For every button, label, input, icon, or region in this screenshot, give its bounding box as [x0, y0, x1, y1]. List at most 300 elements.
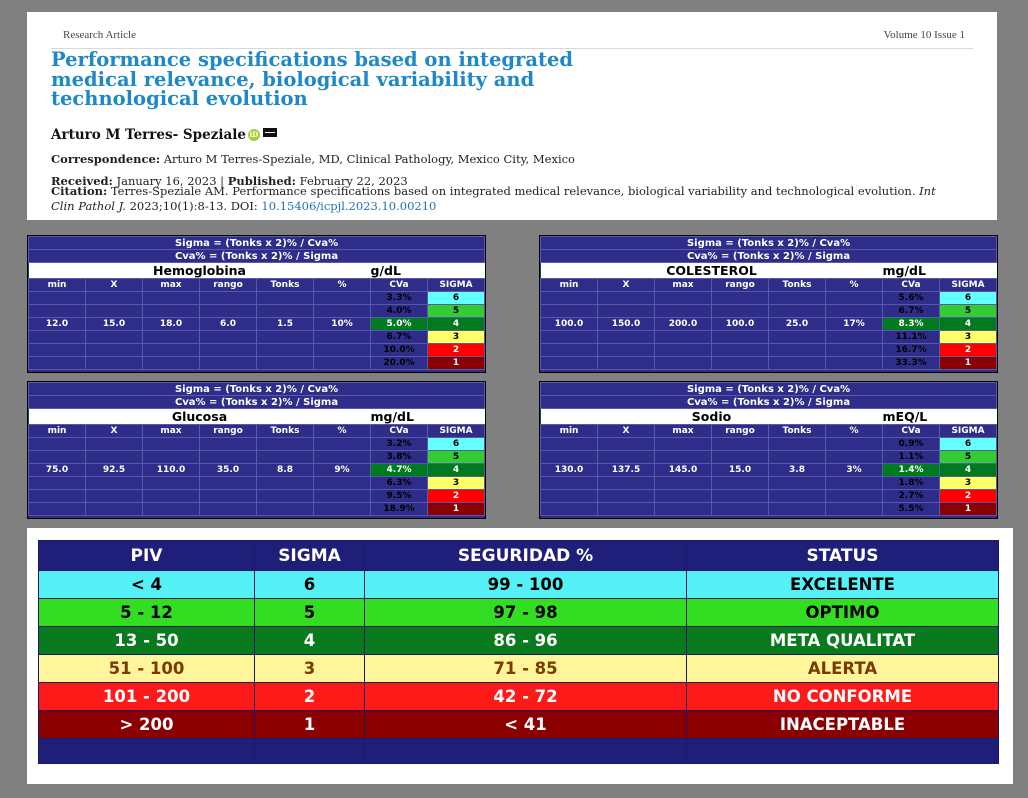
empty-cell	[200, 503, 257, 516]
empty-cell	[598, 477, 655, 490]
analyte-unit: mg/dL	[371, 409, 485, 425]
empty-cell	[598, 331, 655, 344]
empty-cell	[86, 490, 143, 503]
empty-cell	[769, 490, 826, 503]
cva-cell: 2.7%	[883, 490, 940, 503]
citation-text: Terres-Speziale AM. Performance specifications based on integrated medical relevance, biological variability and technological evolution.	[110, 184, 916, 198]
formula-sigma: Sigma = (Tonks x 2)% / Cva%	[29, 237, 485, 250]
data-cell: 17%	[826, 318, 883, 331]
empty-cell	[541, 331, 598, 344]
correspondence-text: Arturo M Terres-Speziale, MD, Clinical Pathology, Mexico City, Mexico	[163, 152, 575, 166]
empty-cell	[826, 438, 883, 451]
data-cell: 100.0	[712, 318, 769, 331]
empty-cell	[257, 344, 314, 357]
cva-cell: 0.9%	[883, 438, 940, 451]
empty-cell	[598, 305, 655, 318]
data-cell: 15.0	[712, 464, 769, 477]
orcid-icon[interactable]: iD	[249, 130, 259, 139]
empty-cell	[655, 451, 712, 464]
empty-cell	[541, 490, 598, 503]
analyte-unit: g/dL	[371, 263, 485, 279]
status-cell: INACEPTABLE	[687, 711, 999, 739]
seguridad-cell: 99 - 100	[365, 571, 687, 599]
empty-cell	[200, 305, 257, 318]
empty-cell	[655, 305, 712, 318]
empty-cell	[712, 357, 769, 370]
data-cell: 12.0	[29, 318, 86, 331]
correspondence-line	[51, 152, 575, 166]
empty-cell	[29, 331, 86, 344]
empty-cell	[29, 451, 86, 464]
empty-cell	[314, 477, 371, 490]
column-header: Tonks	[769, 425, 826, 438]
data-cell: 92.5	[86, 464, 143, 477]
cva-cell: 8.3%	[883, 318, 940, 331]
seguridad-cell: < 41	[365, 711, 687, 739]
empty-cell	[712, 438, 769, 451]
piv-cell: 51 - 100	[39, 655, 255, 683]
sigma-cell: 3	[428, 331, 485, 344]
piv-legend-table	[38, 540, 999, 764]
formula-cva: Cva% = (Tonks x 2)% / Sigma	[29, 396, 485, 409]
citation-tail: 2023;10(1):8-13. DOI:	[129, 199, 258, 213]
cva-cell: 3.2%	[371, 438, 428, 451]
legend-header: SIGMA	[255, 541, 365, 571]
cva-cell: 5.6%	[883, 292, 940, 305]
empty-cell	[257, 490, 314, 503]
analyte-unit: mg/dL	[883, 263, 997, 279]
empty-cell	[769, 305, 826, 318]
cva-cell: 20.0%	[371, 357, 428, 370]
sigma-panel-colesterol	[539, 235, 998, 373]
empty-cell	[314, 503, 371, 516]
column-header: CVa	[883, 279, 940, 292]
column-header: max	[143, 425, 200, 438]
empty-cell	[826, 490, 883, 503]
cva-cell: 5.5%	[883, 503, 940, 516]
empty-cell	[712, 305, 769, 318]
sigma-cell: 6	[428, 292, 485, 305]
sigma-cell: 5	[940, 451, 997, 464]
cva-cell: 4.0%	[371, 305, 428, 318]
empty-cell	[769, 331, 826, 344]
seguridad-cell: 86 - 96	[365, 627, 687, 655]
empty-cell	[143, 344, 200, 357]
sigma-table	[28, 382, 485, 516]
column-header: min	[29, 279, 86, 292]
column-header: max	[655, 425, 712, 438]
empty-cell	[541, 477, 598, 490]
empty-cell	[39, 739, 255, 764]
empty-cell	[712, 331, 769, 344]
empty-cell	[29, 292, 86, 305]
column-header: rango	[712, 279, 769, 292]
cva-cell: 18.9%	[371, 503, 428, 516]
empty-cell	[143, 292, 200, 305]
column-header: SIGMA	[428, 279, 485, 292]
sigma-cell: 5	[428, 451, 485, 464]
analyte-name: COLESTEROL	[541, 263, 883, 279]
formula-sigma: Sigma = (Tonks x 2)% / Cva%	[541, 237, 997, 250]
empty-cell	[29, 438, 86, 451]
sigma-cell: 2	[940, 490, 997, 503]
cva-cell: 3.3%	[371, 292, 428, 305]
empty-cell	[314, 344, 371, 357]
column-header: CVa	[371, 279, 428, 292]
analyte-name: Glucosa	[29, 409, 371, 425]
legend-header: SEGURIDAD %	[365, 541, 687, 571]
empty-cell	[86, 331, 143, 344]
empty-cell	[655, 438, 712, 451]
empty-cell	[143, 305, 200, 318]
dates-line: Received: January 16, 2023 | Published: February 22, 2023	[51, 174, 408, 188]
formula-sigma: Sigma = (Tonks x 2)% / Cva%	[541, 383, 997, 396]
cva-cell: 1.1%	[883, 451, 940, 464]
data-cell: 25.0	[769, 318, 826, 331]
empty-cell	[541, 344, 598, 357]
correspondence-label: Correspondence:	[51, 152, 161, 166]
data-cell: 10%	[314, 318, 371, 331]
empty-cell	[86, 503, 143, 516]
legend-header: PIV	[39, 541, 255, 571]
sigma-cell: 3	[940, 331, 997, 344]
empty-cell	[826, 292, 883, 305]
empty-cell	[143, 477, 200, 490]
analyte-name: Hemoglobina	[29, 263, 371, 279]
sigma-table	[28, 236, 485, 370]
empty-cell	[200, 344, 257, 357]
empty-cell	[257, 503, 314, 516]
analyte-name: Sodio	[541, 409, 883, 425]
empty-cell	[314, 438, 371, 451]
cva-cell: 5.0%	[371, 318, 428, 331]
article-topbar	[51, 18, 973, 49]
empty-cell	[200, 477, 257, 490]
sigma-cell: 1	[940, 357, 997, 370]
empty-cell	[769, 477, 826, 490]
citation-line	[51, 184, 961, 214]
data-cell: 200.0	[655, 318, 712, 331]
empty-cell	[200, 331, 257, 344]
column-header: X	[86, 279, 143, 292]
sigma-cell: 4	[428, 318, 485, 331]
column-header: SIGMA	[940, 425, 997, 438]
status-cell: META QUALITAT	[687, 627, 999, 655]
empty-cell	[143, 331, 200, 344]
empty-cell	[541, 305, 598, 318]
data-cell: 6.0	[200, 318, 257, 331]
title-line: medical relevance, biological variability and	[51, 67, 535, 91]
sigma-level-cell: 4	[255, 627, 365, 655]
journal-name: Int Clin Pathol J.	[51, 184, 936, 213]
sigma-cell: 5	[940, 305, 997, 318]
legend-header: STATUS	[687, 541, 999, 571]
empty-cell	[769, 451, 826, 464]
empty-cell	[257, 292, 314, 305]
empty-cell	[257, 305, 314, 318]
formula-sigma: Sigma = (Tonks x 2)% / Cva%	[29, 383, 485, 396]
doi-link[interactable]: 10.15406/icpjl.2023.10.00210	[261, 199, 437, 213]
published-date: February 22, 2023	[299, 174, 408, 188]
piv-cell: 13 - 50	[39, 627, 255, 655]
seguridad-cell: 97 - 98	[365, 599, 687, 627]
sigma-level-cell: 6	[255, 571, 365, 599]
legend-row	[39, 571, 999, 599]
citation-label: Citation:	[51, 184, 108, 198]
data-cell: 18.0	[143, 318, 200, 331]
empty-cell	[655, 503, 712, 516]
author-line	[51, 127, 277, 143]
title-line: technological evolution	[51, 87, 308, 110]
sigma-cell: 2	[428, 490, 485, 503]
data-cell: 15.0	[86, 318, 143, 331]
empty-cell	[29, 477, 86, 490]
empty-cell	[86, 305, 143, 318]
empty-cell	[541, 357, 598, 370]
sigma-cell: 4	[428, 464, 485, 477]
empty-cell	[541, 438, 598, 451]
data-cell: 8.8	[257, 464, 314, 477]
empty-cell	[712, 292, 769, 305]
empty-cell	[826, 357, 883, 370]
empty-cell	[655, 477, 712, 490]
received-date: January 16, 2023	[116, 174, 217, 188]
empty-cell	[86, 344, 143, 357]
column-header: rango	[200, 425, 257, 438]
legend-row	[39, 711, 999, 739]
published-label: Published:	[227, 174, 296, 188]
empty-cell	[655, 292, 712, 305]
empty-cell	[143, 451, 200, 464]
empty-cell	[541, 451, 598, 464]
empty-cell	[200, 292, 257, 305]
column-header: min	[541, 279, 598, 292]
column-header: Tonks	[257, 279, 314, 292]
column-header: %	[314, 425, 371, 438]
empty-cell	[598, 292, 655, 305]
seguridad-cell: 42 - 72	[365, 683, 687, 711]
status-cell: ALERTA	[687, 655, 999, 683]
cva-cell: 6.7%	[883, 305, 940, 318]
empty-cell	[29, 305, 86, 318]
cva-cell: 3.8%	[371, 451, 428, 464]
empty-cell	[143, 357, 200, 370]
article-header	[27, 12, 997, 220]
sigma-level-cell: 2	[255, 683, 365, 711]
column-header: rango	[712, 425, 769, 438]
cva-cell: 9.5%	[371, 490, 428, 503]
data-cell: 130.0	[541, 464, 598, 477]
sigma-panel-glucosa	[27, 381, 486, 519]
sigma-cell: 2	[428, 344, 485, 357]
cva-cell: 16.7%	[883, 344, 940, 357]
seguridad-cell: 71 - 85	[365, 655, 687, 683]
empty-cell	[29, 344, 86, 357]
empty-cell	[655, 490, 712, 503]
cva-cell: 10.0%	[371, 344, 428, 357]
sigma-level-cell: 3	[255, 655, 365, 683]
sigma-level-cell: 5	[255, 599, 365, 627]
volume-issue: Volume 10 Issue 1	[883, 29, 965, 41]
sigma-table	[540, 382, 997, 516]
empty-cell	[86, 357, 143, 370]
empty-cell	[257, 331, 314, 344]
sigma-cell: 5	[428, 305, 485, 318]
formula-cva: Cva% = (Tonks x 2)% / Sigma	[541, 250, 997, 263]
data-cell: 9%	[314, 464, 371, 477]
empty-cell	[769, 438, 826, 451]
empty-cell	[598, 344, 655, 357]
sigma-cell: 2	[940, 344, 997, 357]
empty-cell	[29, 490, 86, 503]
empty-cell	[598, 438, 655, 451]
empty-cell	[769, 357, 826, 370]
piv-cell: < 4	[39, 571, 255, 599]
article-title	[51, 50, 951, 109]
legend-row	[39, 599, 999, 627]
empty-cell	[712, 344, 769, 357]
empty-cell	[655, 331, 712, 344]
piv-cell: > 200	[39, 711, 255, 739]
empty-cell	[826, 503, 883, 516]
empty-cell	[314, 305, 371, 318]
empty-cell	[712, 477, 769, 490]
empty-cell	[29, 357, 86, 370]
piv-cell: 101 - 200	[39, 683, 255, 711]
empty-cell	[86, 451, 143, 464]
empty-cell	[365, 739, 687, 764]
column-header: max	[143, 279, 200, 292]
column-header: X	[598, 425, 655, 438]
empty-cell	[598, 490, 655, 503]
empty-cell	[200, 451, 257, 464]
data-cell: 100.0	[541, 318, 598, 331]
column-header: CVa	[883, 425, 940, 438]
cva-cell: 6.7%	[371, 331, 428, 344]
empty-cell	[143, 503, 200, 516]
empty-cell	[314, 331, 371, 344]
piv-cell: 5 - 12	[39, 599, 255, 627]
empty-cell	[655, 357, 712, 370]
empty-cell	[598, 451, 655, 464]
cva-cell: 6.3%	[371, 477, 428, 490]
empty-cell	[598, 357, 655, 370]
column-header: %	[826, 425, 883, 438]
sigma-cell: 1	[940, 503, 997, 516]
empty-cell	[86, 438, 143, 451]
cva-cell: 11.1%	[883, 331, 940, 344]
sigma-cell: 3	[940, 477, 997, 490]
data-cell: 150.0	[598, 318, 655, 331]
empty-cell	[257, 438, 314, 451]
data-cell: 110.0	[143, 464, 200, 477]
empty-cell	[769, 344, 826, 357]
empty-cell	[712, 490, 769, 503]
empty-cell	[257, 357, 314, 370]
sigma-panel-sodio	[539, 381, 998, 519]
title-line: Performance specifications based on integrated	[51, 48, 573, 71]
analyte-unit: mEQ/L	[883, 409, 997, 425]
sigma-table	[540, 236, 997, 370]
empty-cell	[143, 490, 200, 503]
empty-cell	[655, 344, 712, 357]
empty-cell	[143, 438, 200, 451]
column-header: %	[314, 279, 371, 292]
empty-cell	[826, 344, 883, 357]
empty-cell	[314, 292, 371, 305]
data-cell: 1.5	[257, 318, 314, 331]
data-cell: 3%	[826, 464, 883, 477]
empty-cell	[769, 292, 826, 305]
mail-icon[interactable]	[263, 128, 277, 137]
empty-cell	[86, 292, 143, 305]
empty-cell	[86, 477, 143, 490]
sigma-cell: 6	[940, 438, 997, 451]
column-header: X	[86, 425, 143, 438]
column-header: Tonks	[257, 425, 314, 438]
column-header: CVa	[371, 425, 428, 438]
cva-cell: 33.3%	[883, 357, 940, 370]
data-cell: 35.0	[200, 464, 257, 477]
status-cell: OPTIMO	[687, 599, 999, 627]
data-cell: 3.8	[769, 464, 826, 477]
sigma-cell: 3	[428, 477, 485, 490]
empty-cell	[598, 503, 655, 516]
empty-cell	[200, 357, 257, 370]
received-label: Received:	[51, 174, 113, 188]
empty-cell	[712, 503, 769, 516]
empty-cell	[826, 331, 883, 344]
data-cell: 137.5	[598, 464, 655, 477]
column-header: max	[655, 279, 712, 292]
empty-cell	[255, 739, 365, 764]
empty-cell	[687, 739, 999, 764]
column-header: X	[598, 279, 655, 292]
sigma-cell: 4	[940, 318, 997, 331]
column-header: rango	[200, 279, 257, 292]
sigma-cell: 4	[940, 464, 997, 477]
sigma-cell: 6	[940, 292, 997, 305]
empty-cell	[826, 477, 883, 490]
status-cell: NO CONFORME	[687, 683, 999, 711]
column-header: min	[29, 425, 86, 438]
data-cell: 145.0	[655, 464, 712, 477]
empty-cell	[200, 438, 257, 451]
empty-cell	[826, 305, 883, 318]
sigma-cell: 1	[428, 503, 485, 516]
empty-cell	[712, 451, 769, 464]
empty-cell	[200, 490, 257, 503]
cva-cell: 4.7%	[371, 464, 428, 477]
empty-cell	[257, 451, 314, 464]
status-cell: EXCELENTE	[687, 571, 999, 599]
empty-cell	[29, 503, 86, 516]
author-name[interactable]: Arturo M Terres- Speziale	[51, 127, 246, 143]
piv-legend	[27, 528, 1013, 784]
empty-cell	[541, 292, 598, 305]
empty-cell	[257, 477, 314, 490]
data-cell: 75.0	[29, 464, 86, 477]
cva-cell: 1.8%	[883, 477, 940, 490]
sigma-cell: 1	[428, 357, 485, 370]
column-header: Tonks	[769, 279, 826, 292]
article-type: Research Article	[63, 29, 136, 41]
column-header: SIGMA	[940, 279, 997, 292]
legend-row	[39, 627, 999, 655]
empty-cell	[826, 451, 883, 464]
empty-cell	[314, 490, 371, 503]
sigma-level-cell: 1	[255, 711, 365, 739]
